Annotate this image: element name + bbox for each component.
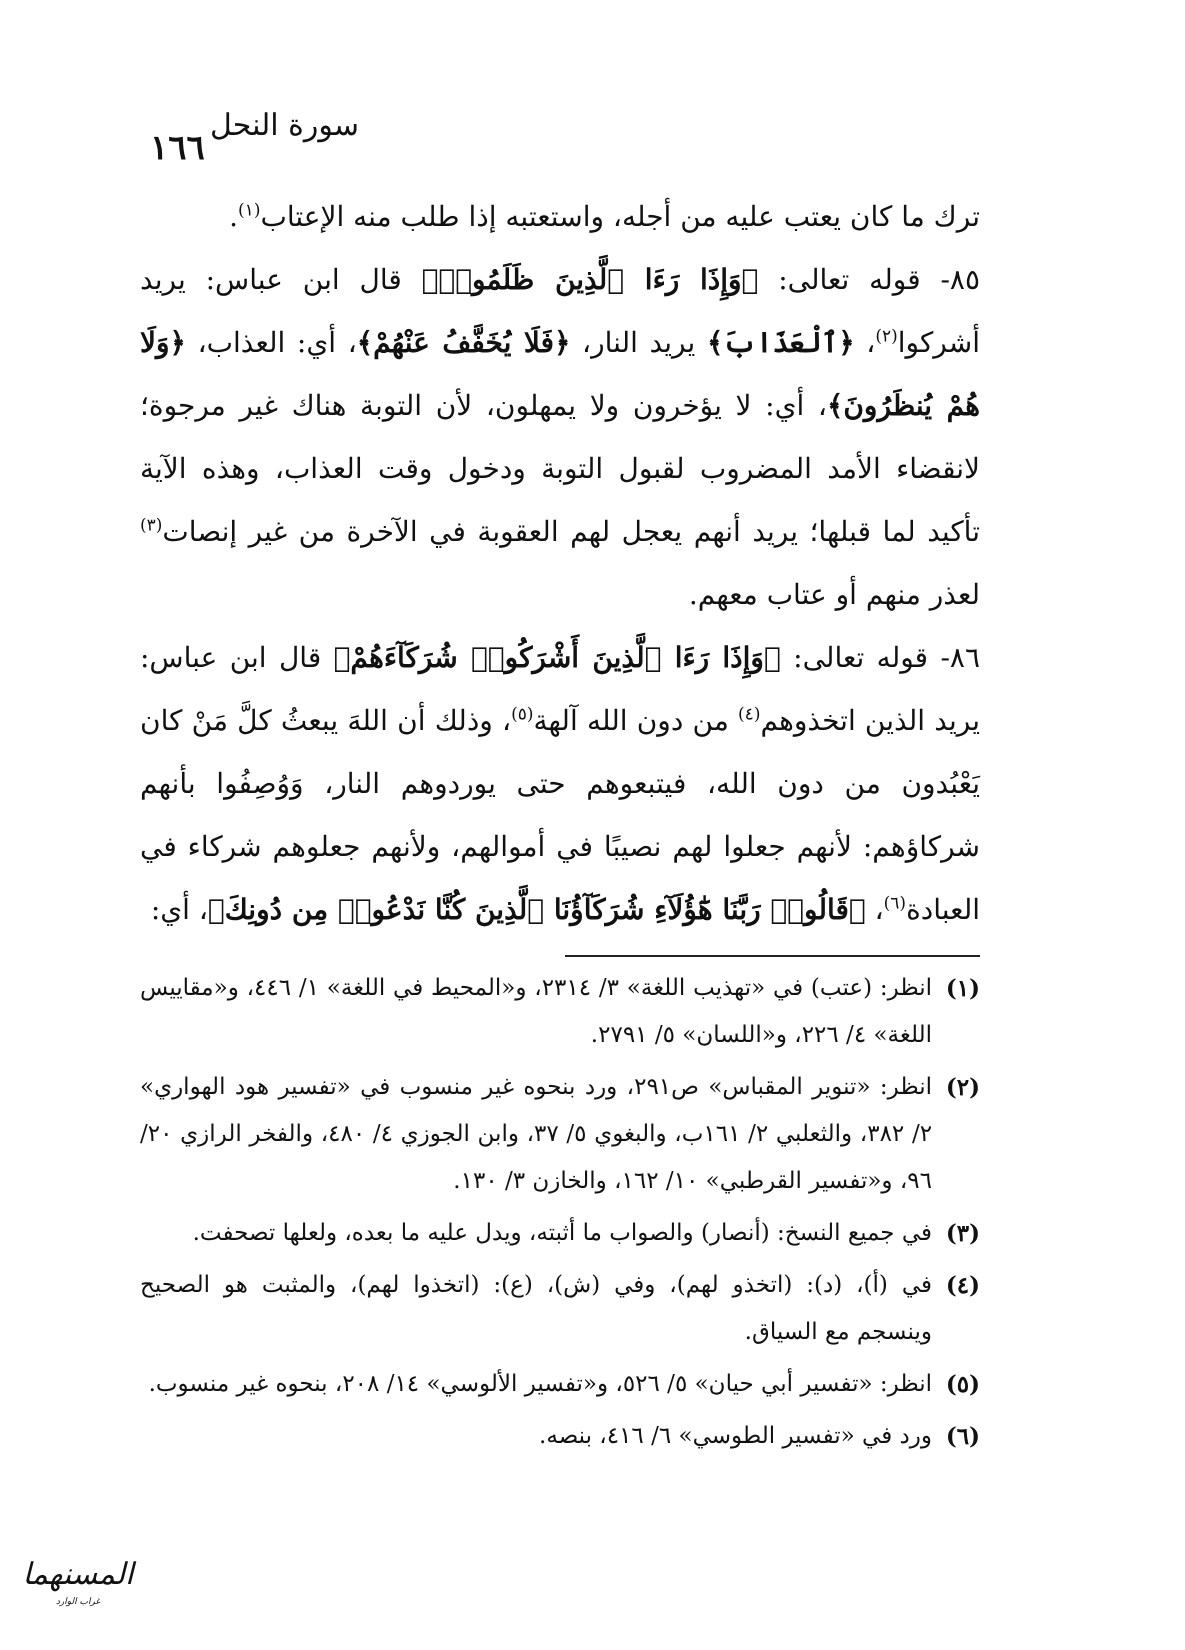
footnote-text: ورد في «تفسير الطوسي» ٦/ ٤١٦، بنصه. <box>539 1423 932 1449</box>
text-segment: ، أي: <box>150 893 208 926</box>
quran-quote-4: ﴿وَلَا هُمْ يُنظَرُونَ﴾ <box>140 326 980 422</box>
footnote-6 <box>140 1413 980 1460</box>
footnote-ref-4: (٤) <box>738 704 761 725</box>
quran-quote-3: ﴿فَلَا يُخَفَّفُ عَنْهُمْ﴾ <box>356 326 571 359</box>
logo-main-text: المسنهما <box>22 1557 134 1592</box>
text-segment: ، وذلك أن اللهَ يبعثُ كلَّ مَنْ كان يَعْبُدون من دون الله، فيتبعوهم حتى يوردوهم النار، وَوُصِفُوا بأنهم شركاؤهم: لأنهم جعلوا لهم نصيبًا في أموالهم، ولأنهم جعلوهم شركاء في العبادة <box>140 704 980 926</box>
footnote-number: (٢) <box>945 1074 980 1101</box>
text-segment: لعذر منهم أو عتاب معهم. <box>688 578 980 611</box>
footnote-1 <box>140 965 980 1059</box>
surah-title: سورة النحل <box>210 108 359 143</box>
quran-quote-6: ﴿قَالُوا۟ رَبَّنَا هَٰٓؤُلَآءِ شُرَكَآؤُنَا ٱلَّذِينَ كُنَّا نَدْعُوا۟ مِن دُونِكَ﴾ <box>207 893 866 926</box>
footnote-5 <box>140 1361 980 1408</box>
footnote-number: (٥) <box>945 1371 980 1398</box>
paragraph-1 <box>140 185 980 248</box>
footnote-number: (٤) <box>945 1272 980 1299</box>
footnote-text: انظر: «تنوير المقباس» ص٢٩١، ورد بنحوه غير منسوب في «تفسير هود الهواري» ٢/ ٣٨٢، والثعلبي ٢/ ١٦١ب، والبغوي ٥/ ٣٧، وابن الجوزي ٤/ ٤٨٠، والفخر الرازي ٢٠/ ٩٦، و«تفسير القرطبي» ١٠/ ١٦٢، والخازن ٣/ ١٣٠. <box>140 1074 933 1194</box>
footnote-text: انظر: «تفسير أبي حيان» ٥/ ٥٢٦، و«تفسير الألوسي» ١٤/ ٢٠٨، بنحوه غير منسوب. <box>148 1371 932 1397</box>
footnote-ref-2: (٢) <box>875 326 898 347</box>
text-segment: ، أي: لا يؤخرون ولا يمهلون، لأن التوبة هناك غير مرجوة؛ لانقضاء الأمد المضروب لقبول التوبة ودخول وقت العذاب، وهذه الآية تأكيد لما قبلها؛ يريد أنهم يعجل لهم العقوبة في الآخرة من غير إنصات <box>140 389 980 548</box>
footnote-number: (٣) <box>945 1220 980 1247</box>
logo-sub-text: غراب الوارد <box>55 1597 101 1607</box>
footnote-2 <box>140 1064 980 1205</box>
footnote-text: في جميع النسخ: (أنصار) والصواب ما أثبته، ويدل عليه ما بعده، ولعلها تصحفت. <box>192 1220 932 1246</box>
text-segment: قال ابن عباس: يريد الذين اتخذوهم <box>140 641 980 737</box>
footnote-ref-3: (٣) <box>140 515 163 536</box>
quran-quote-5: ﴿وَإِذَا رَءَا ٱلَّذِينَ أَشْرَكُوا۟ شُرَكَآءَهُمْ﴾ <box>333 641 781 674</box>
paragraph-85 <box>140 248 980 626</box>
text-segment: ، أي: العذاب، <box>185 326 357 359</box>
text-segment: قال ابن عباس: يريد أشركوا <box>140 263 980 359</box>
verse-86-intro: ٨٦- قوله تعالى: <box>780 641 980 674</box>
footnote-text: في (أ)، (د): (اتخذو لهم)، وفي (ش)، (ع): (اتخذوا لهم)، والمثبت هو الصحيح وينسجم مع السياق. <box>140 1272 932 1345</box>
main-text <box>140 185 980 941</box>
footnote-text: انظر: (عتب) في «تهذيب اللغة» ٣/ ٢٣١٤، و«المحيط في اللغة» ١/ ٤٤٦، و«مقاييس اللغة» ٤/ ٢٢٦، و«اللسان» ٥/ ٢٧٩١. <box>140 975 932 1048</box>
paragraph-86 <box>140 626 980 941</box>
text-segment: من دون الله آلهة <box>533 704 739 737</box>
quran-quote-1: ﴿وَإِذَا رَءَا ٱلَّذِينَ ظَلَمُوا۟﴾ <box>421 263 759 296</box>
footnote-divider <box>565 955 980 957</box>
verse-85-intro: ٨٥- قوله تعالى: <box>758 263 980 296</box>
footnote-number: (١) <box>945 975 980 1002</box>
footnote-ref-1: (١) <box>238 200 261 221</box>
footnote-ref-5: (٥) <box>511 704 534 725</box>
text-segment: ، <box>865 893 884 926</box>
footnote-4 <box>140 1262 980 1356</box>
footnote-3 <box>140 1210 980 1257</box>
page-number: ١٦٦ <box>150 128 205 168</box>
text-segment: يريد النار، <box>570 326 707 359</box>
paragraph-1-text: ترك ما كان يعتب عليه من أجله، واستعتبه إذا طلب منه الإعتاب <box>260 200 980 233</box>
text-segment: ، <box>854 326 876 359</box>
quran-quote-2: ﴿ٱلْعَذَابَ﴾ <box>706 326 855 359</box>
paragraph-1-end: . <box>229 200 239 233</box>
footnotes <box>140 965 980 1465</box>
footnote-ref-6: (٦) <box>883 893 907 914</box>
footnote-number: (٦) <box>945 1423 980 1450</box>
publisher-logo <box>8 1555 148 1625</box>
